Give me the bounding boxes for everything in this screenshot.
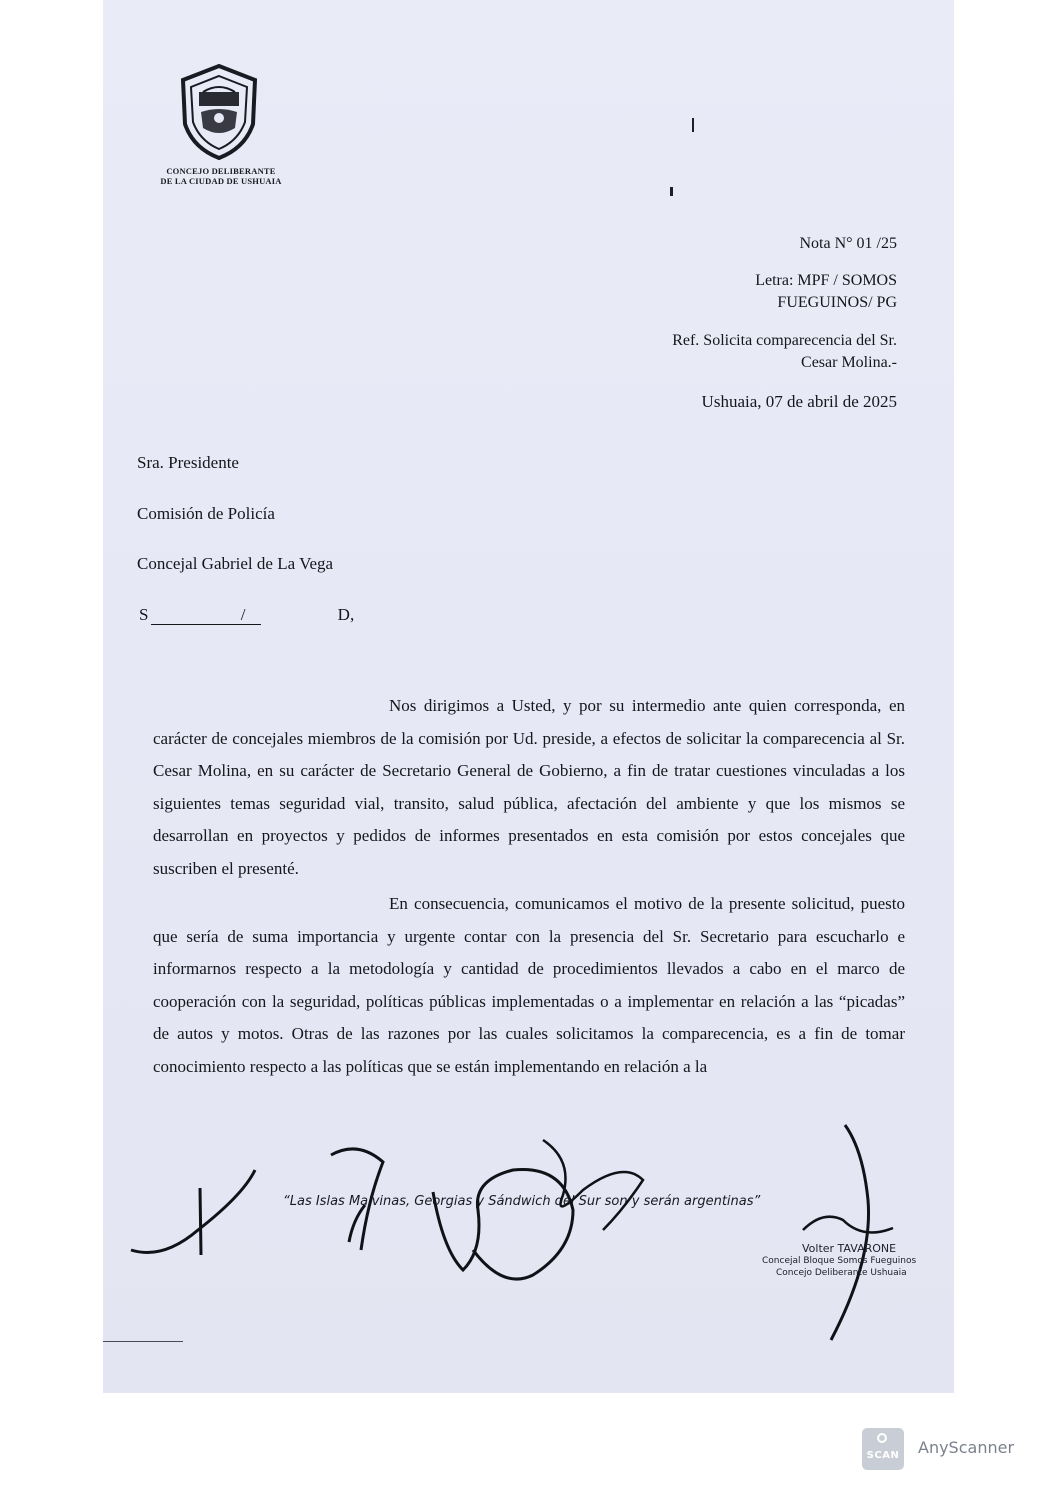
camera-lens-icon	[877, 1433, 887, 1443]
stray-mark	[670, 187, 673, 196]
municipal-seal-icon	[173, 62, 265, 162]
signatory-position: Concejal Bloque Somos Fueguinos	[762, 1256, 917, 1266]
letra-line2: FUEGUINOS/ PG	[777, 294, 897, 311]
letterhead-title	[141, 166, 301, 186]
body-paragraph-2: En consecuencia, comunicamos el motivo de la presente solicitud, puesto que sería de suma importancia y urgente contar con la presencia del Sr. Secretario para escucharlo e informarnos respecto a la metodología y cantidad de procedimientos llevados a cabo en el marco de cooperación con la seguridad, políticas públicas implementadas o a implementar en relación a las “picadas” de autos y motos. Otras de las razones por las cuales solicitamos la comparecencia, es a fin de tomar conocimiento respecto a las políticas que se están implementando en relación a la	[153, 894, 905, 1076]
reference-line2: Cesar Molina.-	[801, 354, 897, 371]
bottom-rule	[103, 1341, 183, 1342]
signature-stamp	[762, 1242, 932, 1279]
signatory-institution: Concejo Deliberante Ushuaia	[776, 1268, 907, 1278]
letterhead-line1: CONCEJO DELIBERANTE	[166, 166, 276, 176]
letra-line1: Letra: MPF / SOMOS	[755, 272, 897, 289]
scanner-brand: AnyScanner	[918, 1438, 1015, 1457]
addressee-commission: Comisión de Policía	[137, 504, 275, 523]
letter-page	[103, 0, 954, 1393]
salutation-sd: S / D,	[139, 605, 355, 624]
note-number: Nota N° 01 /25	[799, 235, 897, 252]
addressee-name: Concejal Gabriel de La Vega	[137, 554, 334, 573]
salutation-underline	[151, 624, 261, 625]
body-paragraph-1: Nos dirigimos a Usted, y por su intermedio ante quien corresponda, en carácter de concejales miembros de la comisión por Ud. preside, a efectos de solicitar la comparecencia al Sr. Cesar Molina, en su carácter de Secretario General de Gobierno, a fin de tratar cuestiones vinculadas a los siguientes temas seguridad vial, transito, salud pública, afectación del ambiente y que los mismos se desarrollan en proyectos y pedidos de informes presentados en esta comisión por estos concejales que suscriben el presenté.	[153, 696, 905, 878]
scan-app-icon	[862, 1428, 904, 1470]
scan-badge-label: SCAN	[866, 1450, 900, 1461]
letterhead-line2: DE LA CIUDAD DE USHUAIA	[160, 176, 282, 186]
letter-date: Ushuaia, 07 de abril de 2025	[701, 392, 897, 411]
reference-line1: Ref. Solicita comparecencia del Sr.	[672, 332, 897, 349]
handwritten-signatures	[103, 1100, 954, 1350]
addressee-title: Sra. Presidente	[137, 453, 239, 472]
stray-mark	[692, 118, 694, 132]
letter-body	[153, 690, 905, 1083]
signatory-name: Volter TAVARONE	[802, 1242, 897, 1255]
footer-motto: “Las Islas Malvinas, Georgias y Sándwich del Sur son y serán argentinas”	[283, 1194, 761, 1209]
